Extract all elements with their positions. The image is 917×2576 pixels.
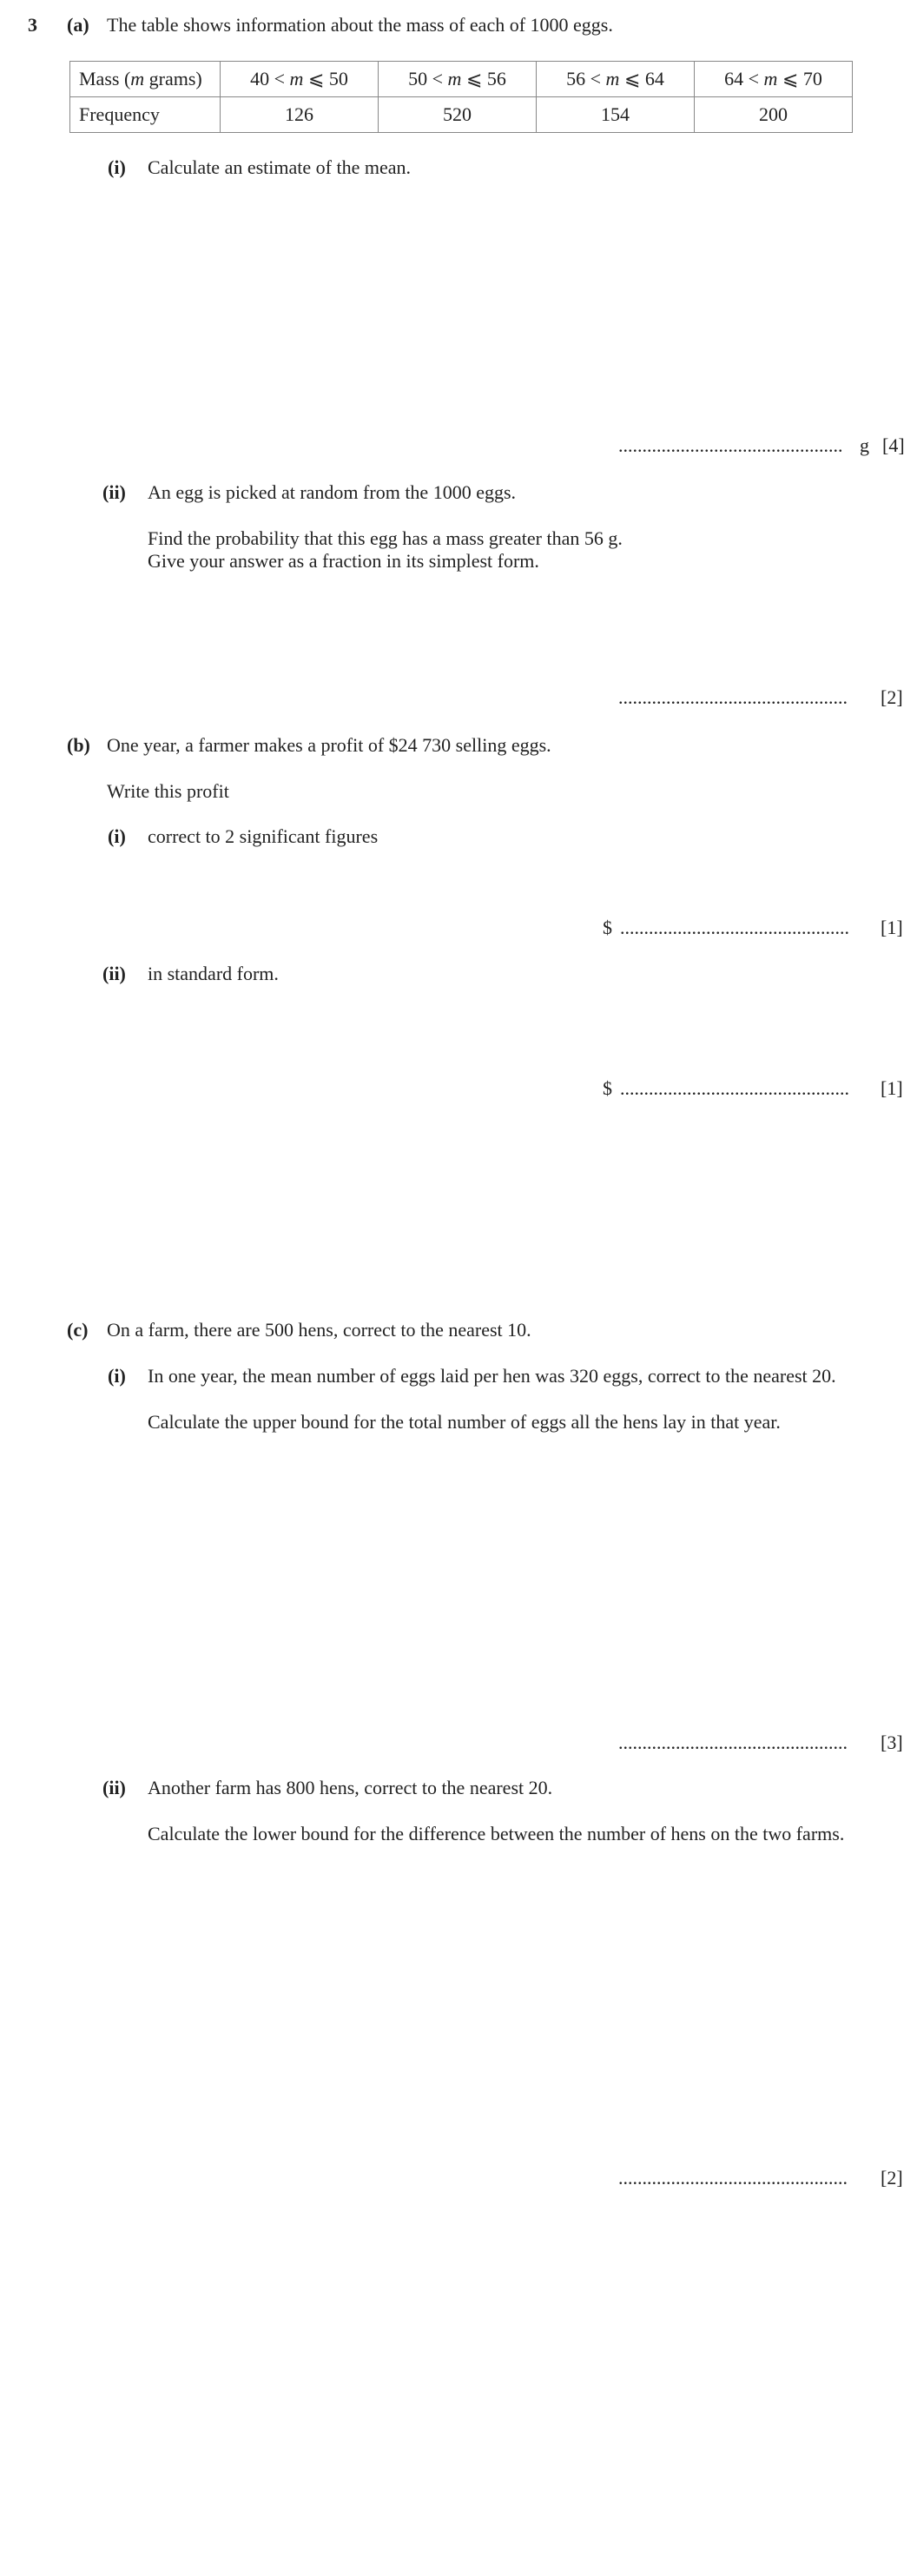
- table-cell-interval-1: 40 < m ⩽ 50: [221, 62, 379, 97]
- table-cell-interval-2: 50 < m ⩽ 56: [379, 62, 537, 97]
- part-b-ii-label: (ii): [102, 963, 126, 984]
- part-a-ii-answer-line[interactable]: ................................................: [618, 686, 848, 708]
- part-c-i-label: (i): [108, 1365, 126, 1387]
- part-a-ii-text-2: Find the probability that this egg has a mass greater than 56 g.: [148, 527, 623, 549]
- table-header-frequency: Frequency: [70, 97, 221, 133]
- part-b-ii-currency: $: [603, 1077, 612, 1099]
- table-cell-frequency-1: 126: [221, 97, 379, 133]
- part-a-i-label: (i): [108, 156, 126, 178]
- part-c-ii-label: (ii): [102, 1777, 126, 1798]
- part-a-i-text: Calculate an estimate of the mean.: [148, 156, 411, 178]
- part-b-i-currency: $: [603, 917, 612, 938]
- part-b-ii-text: in standard form.: [148, 963, 279, 984]
- part-a-ii-label: (ii): [102, 481, 126, 503]
- table-cell-interval-3: 56 < m ⩽ 64: [537, 62, 695, 97]
- mass-frequency-table: [69, 61, 853, 133]
- part-b-i-answer-line[interactable]: ................................................: [620, 917, 849, 938]
- part-b-intro-2: Write this profit: [107, 780, 229, 802]
- part-c-i-text-2: Calculate the upper bound for the total number of eggs all the hens lay in that year.: [148, 1411, 781, 1433]
- part-c-i-answer-line[interactable]: ................................................: [618, 1732, 848, 1753]
- part-c-i-marks: [3]: [881, 1732, 903, 1753]
- part-a-ii-text: An egg is picked at random from the 1000 eggs.: [148, 481, 517, 503]
- table-cell-frequency-4: 200: [695, 97, 853, 133]
- variable-m: m: [130, 68, 145, 89]
- table-row-mass: [70, 62, 853, 97]
- part-c-ii-marks: [2]: [881, 2167, 903, 2189]
- part-a-i-marks: [4]: [882, 434, 905, 456]
- part-c-ii-text: Another farm has 800 hens, correct to the nearest 20.: [148, 1777, 553, 1798]
- table-cell-interval-4: 64 < m ⩽ 70: [695, 62, 853, 97]
- part-b-i-text: correct to 2 significant figures: [148, 825, 379, 847]
- part-a-i-answer-line[interactable]: ...............................................: [618, 434, 843, 456]
- part-b-i-marks: [1]: [881, 917, 903, 938]
- part-a-ii-text-3: Give your answer as a fraction in its simplest form.: [148, 550, 539, 572]
- part-b-label: (b): [67, 734, 90, 756]
- table-cell-frequency-3: 154: [537, 97, 695, 133]
- part-a-intro: The table shows information about the mass of each of 1000 eggs.: [107, 14, 613, 36]
- part-c-intro: On a farm, there are 500 hens, correct to the nearest 10.: [107, 1319, 531, 1341]
- part-a-ii-marks: [2]: [881, 686, 903, 708]
- part-b-i-label: (i): [108, 825, 126, 847]
- question-number: 3: [28, 14, 37, 36]
- part-a-label: (a): [67, 14, 89, 36]
- part-c-ii-text-2: Calculate the lower bound for the difference between the number of hens on the two farms.: [148, 1823, 845, 1844]
- part-a-i-unit: g: [860, 434, 869, 456]
- part-c-label: (c): [67, 1319, 89, 1341]
- table-cell-frequency-2: 520: [379, 97, 537, 133]
- part-b-ii-marks: [1]: [881, 1077, 903, 1099]
- table-header-mass: Mass (m grams): [70, 62, 221, 97]
- part-b-ii-answer-line[interactable]: ................................................: [620, 1077, 849, 1099]
- part-b-intro: One year, a farmer makes a profit of $24 730 selling eggs.: [107, 734, 551, 756]
- part-c-ii-answer-line[interactable]: ................................................: [618, 2167, 848, 2189]
- part-c-i-text: In one year, the mean number of eggs laid per hen was 320 eggs, correct to the nearest 20.: [148, 1365, 836, 1387]
- table-row-frequency: [70, 97, 853, 133]
